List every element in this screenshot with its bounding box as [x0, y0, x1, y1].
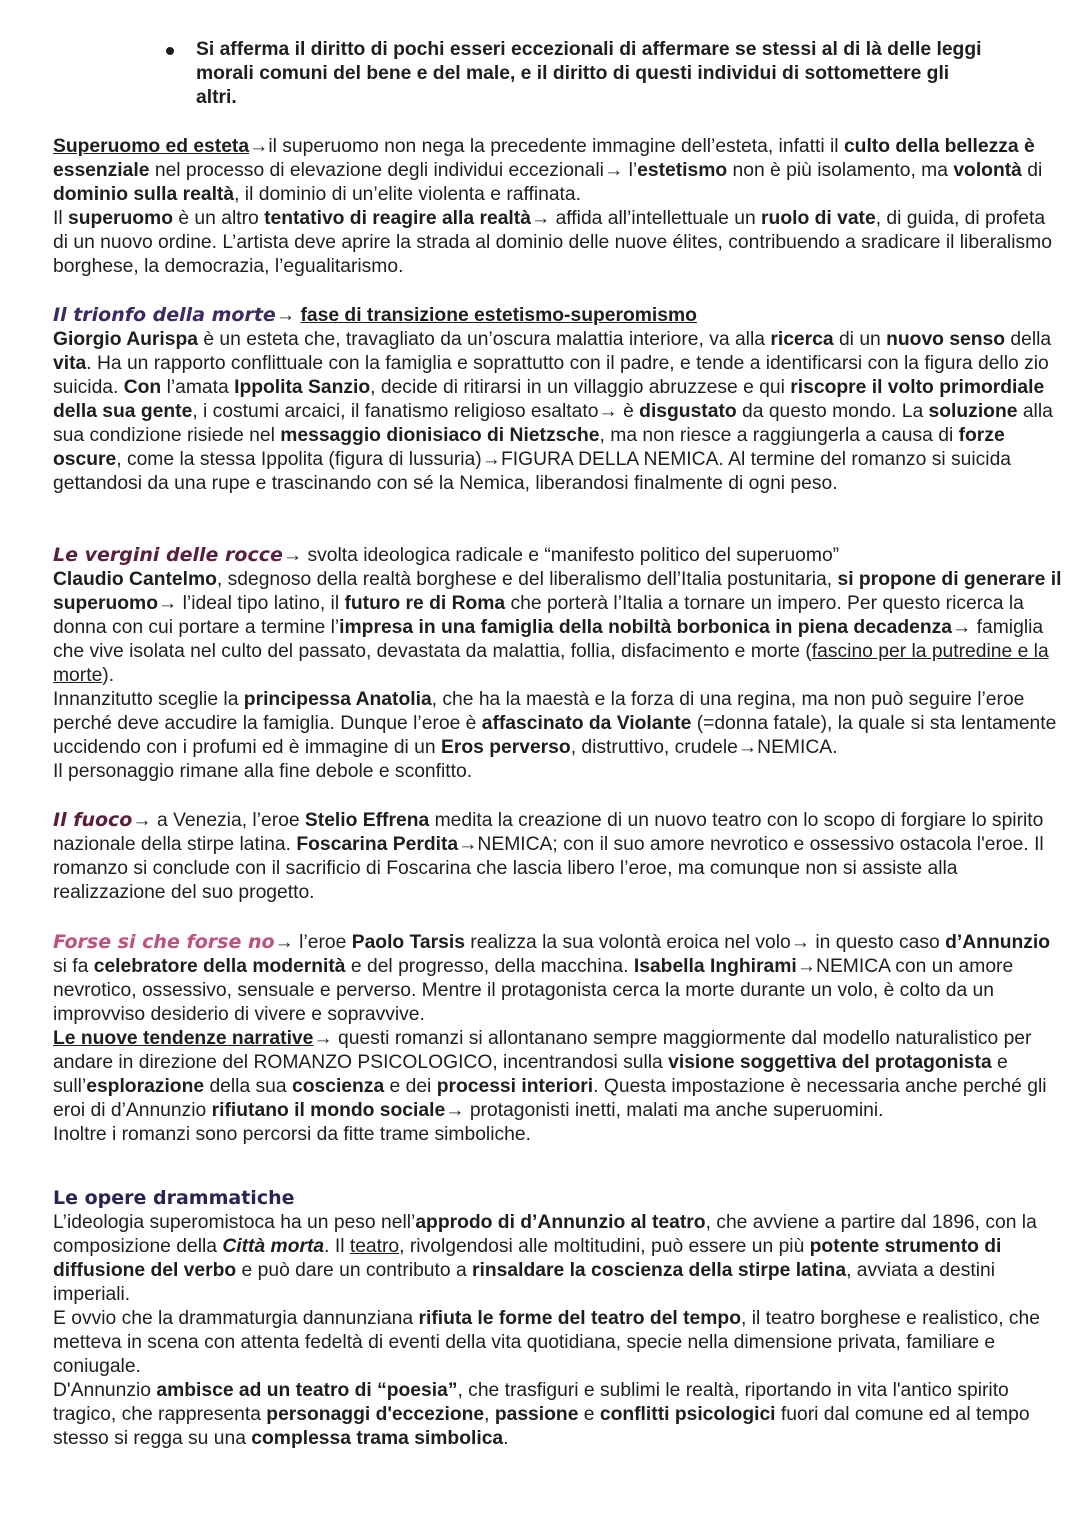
paragraph: Inoltre i romanzi sono percorsi da fitte trame simboliche.	[53, 1124, 531, 1145]
bullet-line: morali comuni del bene e del male, e il diritto di questi individui di sottomettere gli	[196, 63, 950, 84]
paragraph: Il personaggio rimane alla fine debole e sconfitto.	[53, 761, 473, 782]
section-forse-si	[53, 930, 1063, 1147]
paragraph: Le vergini delle rocce→ svolta ideologica radicale e “manifesto politico del superuomo” Claudio Cantelmo, sdegnoso della realtà borghese e del liberalismo dell’Italia postunitaria, si propone di generare il superuomo→ l’ideal tipo latino, il futuro re di Roma che porterà l’Italia a tornare un impero. Per questo ricerca la donna con cui portare a termine l’impresa in una famiglia della nobiltà borbonica in piena decadenza→ famiglia che vive isolata nel culto del passato, devastata da malattia, follia, disfacimento e morte (fascino per la putredine e la morte).	[53, 544, 1062, 686]
section-heading: Superuomo ed esteta	[53, 136, 250, 157]
section-heading: Le opere drammatiche	[53, 1187, 295, 1209]
paragraph: Il fuoco→ a Venezia, l’eroe Stelio Effrena medita la creazione di un nuovo teatro con lo scopo di forgiare lo spirito nazionale della stirpe latina. Foscarina Perdita→NEMICA; con il suo amore nevrotico e ossessivo ostacola l'eroe. Il romanzo si conclude con il sacrificio di Foscarina che lascia libero l’eroe, ma comunque non si assiste alla realizzazione del suo progetto.	[53, 809, 1044, 903]
section-opere-drammatiche	[53, 1186, 1063, 1451]
paragraph: D'Annunzio ambisce ad un teatro di “poesia”, che trasfiguri e sublimi le realtà, riportando in vita l'antico spirito tragico, che rappresenta personaggi d'eccezione, passione e conflitti psicologici fuori dal comune ed al tempo stesso si regga su una complessa trama simbolica.	[53, 1380, 1030, 1449]
section-subheading: Le nuove tendenze narrative	[53, 1028, 314, 1049]
paragraph: Il superuomo è un altro tentativo di reagire alla realtà→ affida all’intellettuale un ruolo di vate, di guida, di profeta di un nuovo ordine. L’artista deve aprire la strada al dominio delle nuove élites, contribuendo a sradicare il liberalismo borghese, la democrazia, l’egualitarismo.	[53, 208, 1052, 277]
paragraph: Forse si che forse no→ l’eroe Paolo Tarsis realizza la sua volontà eroica nel volo→ in questo caso d’Annunzio si fa celebratore della modernità e del progresso, della macchina. Isabella Inghirami→NEMICA con un amore nevrotico, ossessivo, sensuale e perverso. Mentre il protagonista cerca la morte durante un volo, è colto da un improvviso desiderio di vivere e sopravvive.	[53, 931, 1051, 1025]
bullet-line: altri.	[196, 87, 237, 108]
paragraph: L’ideologia superomistoca ha un peso nell’approdo di d’Annunzio al teatro, che avviene a partire dal 1896, con la composizione della Città morta. Il teatro, rivolgendosi alle moltitudini, può essere un più potente strumento di diffusione del verbo e può dare un contributo a rinsaldare la coscienza della stirpe latina, avviata a destini imperiali.	[53, 1212, 1037, 1305]
paragraph	[53, 1186, 1063, 1211]
paragraph: Le nuove tendenze narrative→ questi romanzi si allontanano sempre maggiormente dal modello naturalistico per andare in direzione del ROMANZO PSICOLOGICO, incentrandosi sulla visione soggettiva del protagonista e sull’esplorazione della sua coscienza e dei processi interiori. Questa impostazione è necessaria anche perché gli eroi di d’Annunzio rifiutano il mondo sociale→ protagonisti inetti, malati ma anche superuomini.	[53, 1028, 1047, 1121]
section-heading: Il fuoco	[53, 809, 133, 831]
paragraph: Il trionfo della morte→ fase di transizione estetismo-superomismo Giorgio Aurispa è un esteta che, travagliato da un’oscura malattia interiore, va alla ricerca di un nuovo senso della vita. Ha un rapporto conflittuale con la famiglia e soprattutto con il padre, e tende a identificarsi con la figura dello zio suicida. Con l’amata Ippolita Sanzio, decide di ritirarsi in un villaggio abruzzese e qui riscopre il volto primordiale della sua gente, i costumi arcaici, il fanatismo religioso esaltato→ è disgustato da questo mondo. La soluzione alla sua condizione risiede nel messaggio dionisiaco di Nietzsche, ma non riesce a raggiungerla a causa di forze oscure, come la stessa Ippolita (figura di lussuria)→FIGURA DELLA NEMICA. Al termine del romanzo si suicida gettandosi da una rupe e trascinando con sé la Nemica, liberandosi finalmente di ogni peso.	[53, 304, 1053, 494]
paragraph: E ovvio che la drammaturgia dannunziana rifiuta le forme del teatro del tempo, il teatro borghese e realistico, che metteva in scena con attenta fedeltà di eventi della vita quotidiana, specie nella dimensione privata, familiare e coniugale.	[53, 1308, 1041, 1377]
section-heading: Il trionfo della morte	[53, 304, 276, 326]
section-superuomo-esteta	[53, 135, 1063, 279]
section-heading: Le vergini delle rocce	[53, 544, 283, 566]
paragraph: Superuomo ed esteta→il superuomo non nega la precedente immagine dell’esteta, infatti il culto della bellezza è essenziale nel processo di elevazione degli individui eccezionali→ l’estetismo non è più isolamento, ma volontà di dominio sulla realtà, il dominio di un’elite violenta e raffinata.	[53, 136, 1043, 205]
section-fuoco	[53, 808, 1063, 905]
section-subheading: fase di transizione estetismo-superomismo	[300, 305, 697, 326]
section-trionfo-morte	[53, 303, 1063, 496]
section-heading: Forse si che forse no	[53, 931, 275, 953]
section-vergini-rocce	[53, 543, 1063, 784]
bullet-item	[166, 38, 1046, 110]
bullet-line: Si afferma il diritto di pochi esseri eccezionali di affermare se stessi al di là delle leggi	[196, 39, 982, 60]
bullet-dot-icon	[166, 47, 174, 55]
paragraph: Innanzitutto sceglie la principessa Anatolia, che ha la maestà e la forza di una regina, ma non può seguire l’eroe perché deve accudire la famiglia. Dunque l’eroe è affascinato da Violante (=donna fatale), la quale si sta lentamente uccidendo con i profumi ed è immagine di un Eros perverso, distruttivo, crudele→NEMICA.	[53, 689, 1057, 758]
bullet-text	[196, 38, 1046, 110]
